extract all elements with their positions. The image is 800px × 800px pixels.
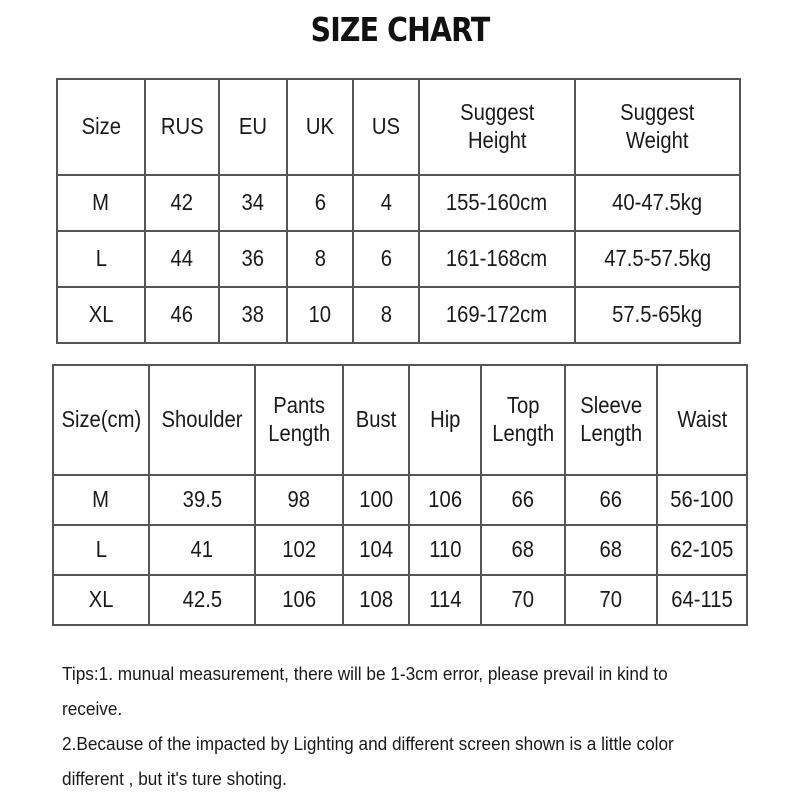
table-cell: 42 bbox=[145, 175, 219, 231]
table-row bbox=[53, 475, 747, 525]
page-title: SIZE CHART bbox=[310, 10, 490, 49]
table-cell: 108 bbox=[343, 575, 409, 625]
header-cell: Shoulder bbox=[149, 365, 255, 475]
header-cell: Bust bbox=[343, 365, 409, 475]
header-cell: Size(cm) bbox=[53, 365, 149, 475]
table-cell: 64-115 bbox=[657, 575, 747, 625]
table-row bbox=[53, 525, 747, 575]
table-cell: 8 bbox=[287, 231, 353, 287]
table-cell: L bbox=[57, 231, 145, 287]
table-row bbox=[57, 231, 740, 287]
tips-line-2: 2.Because of the impacted by Lighting and different screen shown is a little color different , but it's ture shoting. bbox=[62, 733, 674, 789]
table-cell: 68 bbox=[565, 525, 657, 575]
table-cell: 110 bbox=[409, 525, 481, 575]
table-cell: 39.5 bbox=[149, 475, 255, 525]
table-header-row bbox=[57, 79, 740, 175]
table-cell: XL bbox=[53, 575, 149, 625]
size-conversion-table bbox=[56, 78, 741, 344]
table-cell: 6 bbox=[353, 231, 419, 287]
tips-note bbox=[62, 656, 732, 796]
header-cell: RUS bbox=[145, 79, 219, 175]
header-cell: Pants Length bbox=[255, 365, 343, 475]
header-cell: Suggest Weight bbox=[575, 79, 740, 175]
table-cell: 100 bbox=[343, 475, 409, 525]
tips-line-1: Tips:1. munual measurement, there will be 1-3cm error, please prevail in kind to receive. bbox=[62, 663, 668, 719]
table-cell: 169-172cm bbox=[419, 287, 575, 343]
table-cell: 62-105 bbox=[657, 525, 747, 575]
table-cell: 38 bbox=[219, 287, 287, 343]
header-cell: Sleeve Length bbox=[565, 365, 657, 475]
header-cell: EU bbox=[219, 79, 287, 175]
table-row bbox=[57, 287, 740, 343]
table-cell: 98 bbox=[255, 475, 343, 525]
table-row bbox=[53, 575, 747, 625]
header-cell: Size bbox=[57, 79, 145, 175]
table-cell: 8 bbox=[353, 287, 419, 343]
table-cell: 10 bbox=[287, 287, 353, 343]
table-cell: 68 bbox=[481, 525, 565, 575]
table-cell: 102 bbox=[255, 525, 343, 575]
table-cell: 155-160cm bbox=[419, 175, 575, 231]
table-cell: 41 bbox=[149, 525, 255, 575]
table-cell: 106 bbox=[409, 475, 481, 525]
table-cell: 104 bbox=[343, 525, 409, 575]
table-cell: 114 bbox=[409, 575, 481, 625]
table-cell: 70 bbox=[481, 575, 565, 625]
header-cell: UK bbox=[287, 79, 353, 175]
table-cell: 106 bbox=[255, 575, 343, 625]
table-cell: 42.5 bbox=[149, 575, 255, 625]
table-cell: 36 bbox=[219, 231, 287, 287]
table-cell: 4 bbox=[353, 175, 419, 231]
header-cell: Hip bbox=[409, 365, 481, 475]
table-cell: 40-47.5kg bbox=[575, 175, 740, 231]
table-cell: 66 bbox=[565, 475, 657, 525]
table-cell: 44 bbox=[145, 231, 219, 287]
table-row bbox=[57, 175, 740, 231]
table-cell: 47.5-57.5kg bbox=[575, 231, 740, 287]
table-cell: 34 bbox=[219, 175, 287, 231]
header-cell: Suggest Height bbox=[419, 79, 575, 175]
table-cell: M bbox=[53, 475, 149, 525]
table-cell: 161-168cm bbox=[419, 231, 575, 287]
table-cell: 66 bbox=[481, 475, 565, 525]
table-cell: XL bbox=[57, 287, 145, 343]
header-cell: Waist bbox=[657, 365, 747, 475]
table-cell: 57.5-65kg bbox=[575, 287, 740, 343]
measurements-table bbox=[52, 364, 748, 626]
table-cell: L bbox=[53, 525, 149, 575]
table-cell: M bbox=[57, 175, 145, 231]
header-cell: Top Length bbox=[481, 365, 565, 475]
table-cell: 46 bbox=[145, 287, 219, 343]
table-cell: 6 bbox=[287, 175, 353, 231]
table-cell: 70 bbox=[565, 575, 657, 625]
table-header-row bbox=[53, 365, 747, 475]
table-cell: 56-100 bbox=[657, 475, 747, 525]
header-cell: US bbox=[353, 79, 419, 175]
